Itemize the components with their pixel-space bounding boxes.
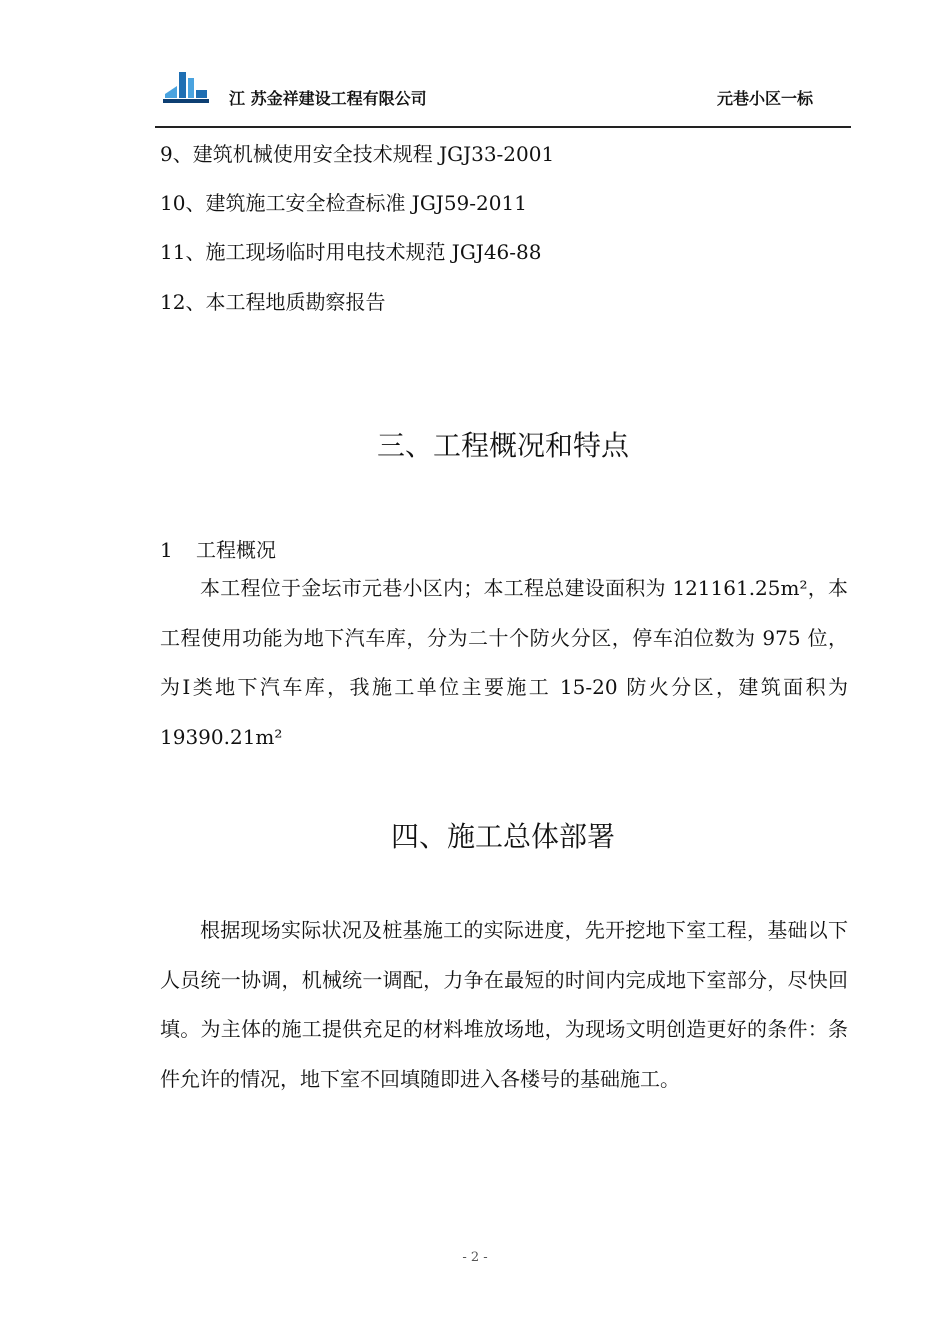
company-name: 江 苏金祥建设工程有限公司 (229, 89, 427, 108)
body-paragraph: 根据现场实际状况及桩基施工的实际进度，先开挖地下室工程，基础以下人员统一协调，机械统一调配，力争在最短的时间内完成地下室部分，尽快回填。为主体的施工提供充足的材料堆放场地，为现场文明创造更好的条件：条件允许的情况，地下室不回填随即进入各楼号的基础施工。 (160, 918, 848, 1091)
page-header (155, 64, 851, 130)
page-number: - 2 - (462, 1250, 488, 1265)
header-divider (155, 126, 851, 128)
reference-item: 11、施工现场临时用电技术规范 JGJ46-88 (160, 240, 542, 264)
project-name: 元巷小区一标 (716, 89, 813, 108)
reference-item: 9、建筑机械使用安全技术规程 JGJ33-2001 (160, 142, 555, 166)
section-heading: 四、施工总体部署 (390, 820, 615, 853)
section-heading: 三、工程概况和特点 (376, 429, 629, 462)
subsection-number: 1 (160, 538, 173, 562)
body-paragraph: 本工程位于金坛市元巷小区内；本工程总建设面积为 121161.25m²，本工程使用功能为地下汽车库，分为二十个防火分区，停车泊位数为 975 位，为Ⅰ类地下汽车库，我施工单位主要施工 15-20 防火分区，建筑面积为 19390.21m² (160, 576, 848, 749)
reference-item: 10、建筑施工安全检查标准 JGJ59-2011 (160, 191, 527, 215)
subsection-heading (160, 534, 276, 563)
company-logo-icon (163, 68, 209, 104)
subsection-title: 工程概况 (196, 538, 276, 562)
reference-item: 12、本工程地质勘察报告 (160, 290, 386, 314)
